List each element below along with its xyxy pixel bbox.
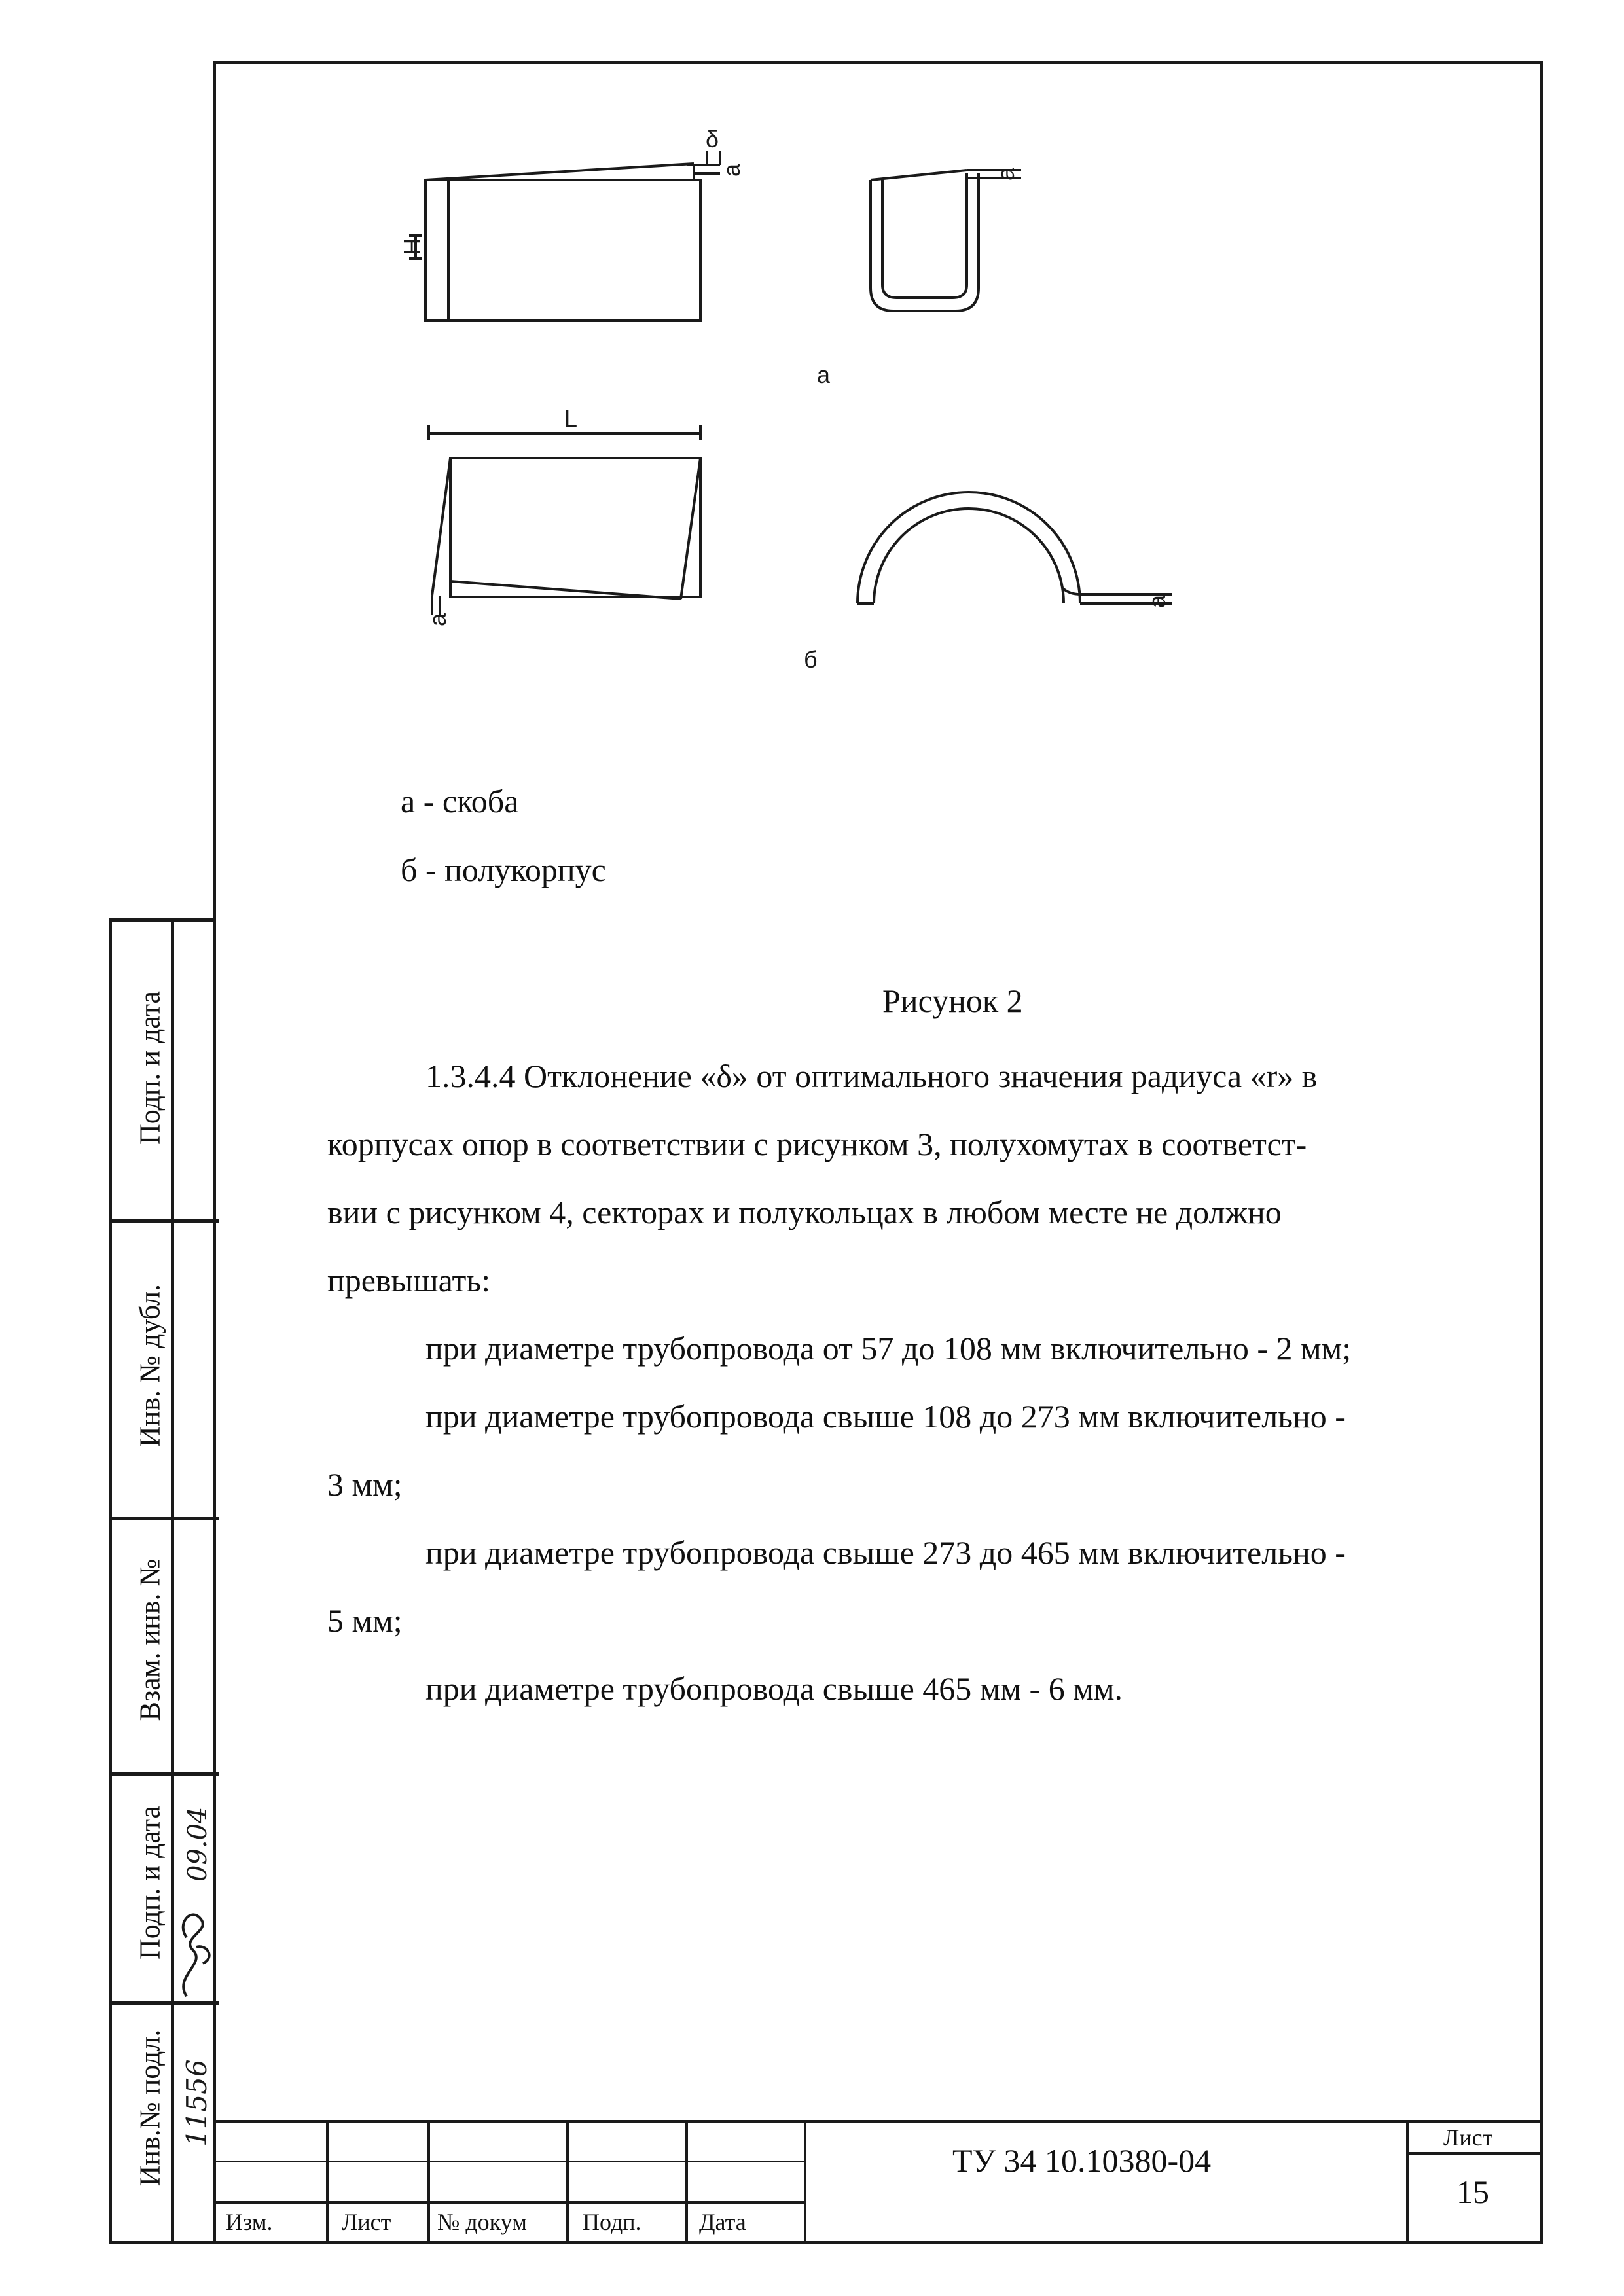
bracket-side-view <box>409 151 720 321</box>
sheet-label: Лист <box>1443 2125 1493 2151</box>
tb-col-line-5 <box>804 2120 806 2244</box>
sidebar-label-sign-date-1: Подп. и дата <box>134 990 166 1145</box>
paragraph-line-6: при диаметре трубопровода свыше 108 до 273 мм включительно - <box>425 1398 1346 1435</box>
length-dim-label: L <box>564 405 578 432</box>
paragraph-line-8: при диаметре трубопровода свыше 273 до 465 мм включительно - <box>425 1534 1346 1571</box>
tb-header-izm: Изм. <box>226 2209 273 2235</box>
tb-header-list: Лист <box>342 2209 391 2235</box>
document-code: ТУ 34 10.10380-04 <box>952 2142 1212 2179</box>
legend-item-a: а - скоба <box>401 783 519 819</box>
figure-caption: Рисунок 2 <box>882 982 1023 1019</box>
tb-header-doc: № докум <box>437 2209 527 2235</box>
paragraph-line-10: при диаметре трубопровода свыше 465 мм - 6 мм. <box>425 1670 1123 1707</box>
sidebar-label-orig-inv: Инв.№ подл. <box>134 2029 166 2187</box>
paragraph-line-9: 5 мм; <box>327 1602 403 1639</box>
tb-row-line-2 <box>216 2201 805 2204</box>
handwritten-inventory-number <box>167 2029 226 2186</box>
paragraph-line-4: превышать: <box>327 1262 491 1299</box>
paragraph-line-5: при диаметре трубопровода от 57 до 108 мм включительно - 2 мм; <box>425 1330 1352 1367</box>
half-body-side-view <box>429 425 700 615</box>
tb-col-line-4 <box>685 2120 688 2244</box>
tb-col-line-6 <box>1406 2120 1409 2244</box>
handwritten-inv-no: 11556 <box>181 2059 213 2147</box>
tb-sheet-row-line <box>1407 2152 1542 2155</box>
sub-label-b: б <box>804 646 818 673</box>
paragraph-line-1: 1.3.4.4 Отклонение «δ» от оптимального значения радиуса «r» в <box>425 1058 1318 1094</box>
tb-header-date: Дата <box>699 2209 746 2235</box>
tb-col-line-3 <box>566 2120 569 2244</box>
paragraph-line-3: вии с рисунком 4, секторах и полукольцах в любом месте не должно <box>327 1194 1282 1230</box>
sidebar-label-replace-inv: Взам. инв. № <box>134 1558 166 1721</box>
paragraph-line-7: 3 мм; <box>327 1466 403 1503</box>
sub-label-a: a <box>817 361 831 388</box>
delta-dim-label: δ <box>706 126 719 152</box>
a-dim-label-4: a <box>1144 594 1170 608</box>
a-dim-label-3: a <box>424 613 451 626</box>
handwritten-date: 09.04 <box>183 1806 213 1882</box>
legend-item-b: б - полукорпус <box>401 852 606 888</box>
sidebar-label-dup-inv: Инв. № дубл. <box>134 1283 166 1448</box>
tb-top-line <box>216 2120 1542 2123</box>
tb-col-line-1 <box>326 2120 329 2244</box>
figure-2-drawing <box>393 124 1211 687</box>
height-dim-label: H <box>399 238 425 255</box>
tb-header-sign: Подп. <box>583 2209 641 2235</box>
half-body-end-view <box>857 492 1172 603</box>
sidebar-label-sign-date-2: Подп. и дата <box>134 1805 166 1960</box>
a-dim-label: a <box>718 163 745 177</box>
tb-row-line-1 <box>216 2161 805 2162</box>
paragraph-line-2: корпусах опор в соответствии с рисунком 3, полухомутах в соответст- <box>327 1126 1307 1162</box>
handwritten-signature <box>167 1767 226 2003</box>
sheet-number: 15 <box>1456 2174 1489 2210</box>
a-dim-label-2: a <box>992 167 1019 181</box>
bracket-front-view <box>871 170 1021 311</box>
tb-col-line-2 <box>427 2120 430 2244</box>
